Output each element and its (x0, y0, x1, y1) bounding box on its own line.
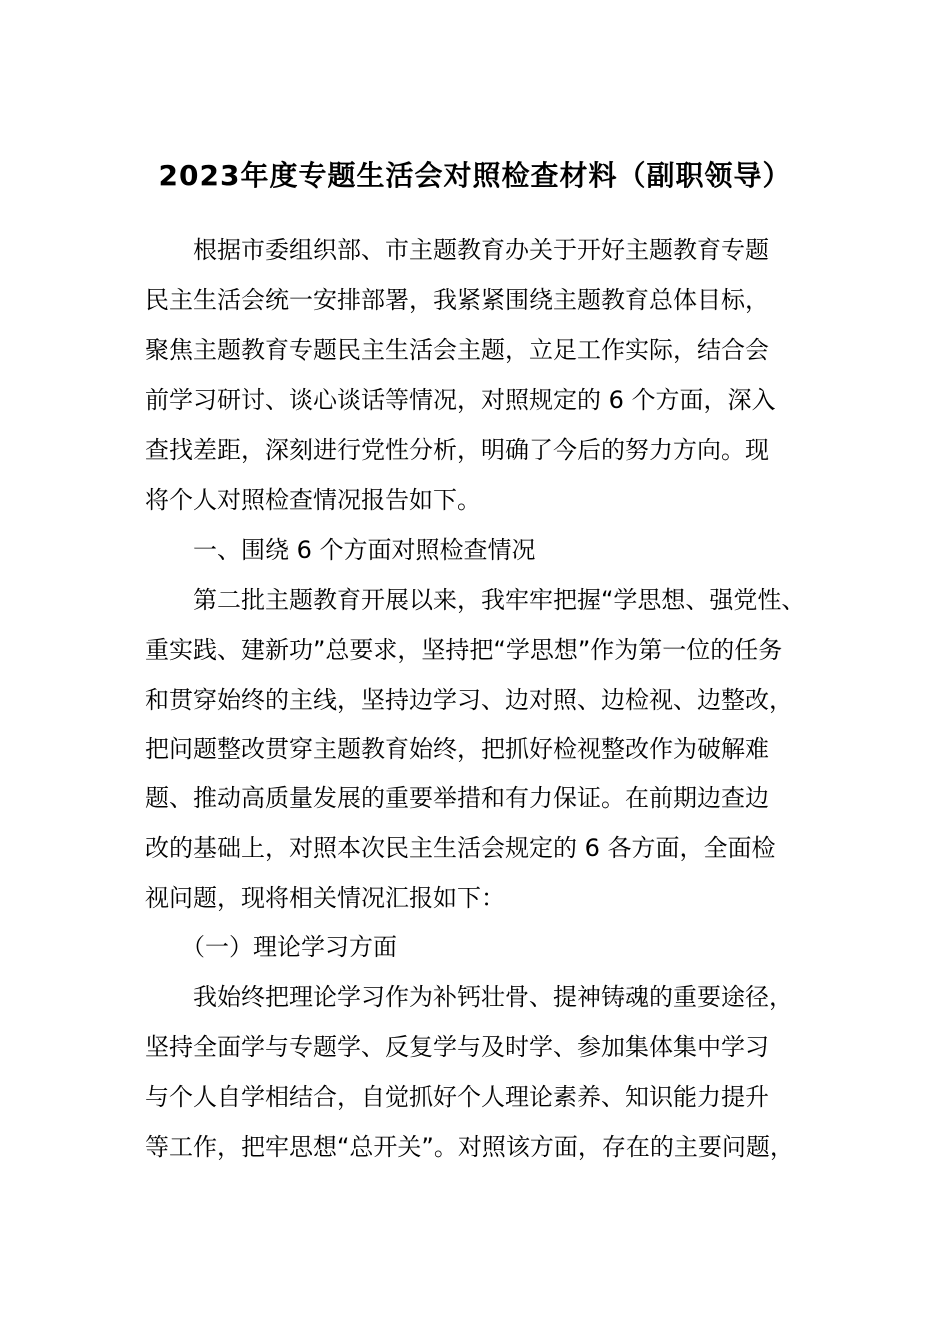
paragraph-line: 重实践、建新功”总要求，坚持把“学思想”作为第一位的任务 (145, 636, 783, 664)
paragraph-line: 根据市委组织部、市主题教育办关于开好主题教育专题 (145, 236, 769, 264)
paragraph-line: 第二批主题教育开展以来，我牢牢把握“学思想、强党性、 (145, 586, 806, 614)
section-heading: 一、围绕 6 个方面对照检查情况 (145, 536, 536, 564)
paragraph-line: 等工作，把牢思想“总开关”。对照该方面，存在的主要问题， (145, 1133, 794, 1161)
document-title: 2023年度专题生活会对照检查材料（副职领导） (158, 159, 792, 192)
paragraph-line: 视问题，现将相关情况汇报如下： (145, 884, 505, 912)
paragraph-line: 前学习研讨、谈心谈话等情况，对照规定的 6 个方面，深入 (145, 386, 776, 414)
paragraph-line: 与个人自学相结合，自觉抓好个人理论素养、知识能力提升 (145, 1083, 769, 1111)
paragraph-line: 查找差距，深刻进行党性分析，明确了今后的努力方向。现 (145, 436, 769, 464)
paragraph-line: 题、推动高质量发展的重要举措和有力保证。在前期边查边 (145, 784, 769, 812)
subsection-heading: （一）理论学习方面 (145, 933, 397, 961)
paragraph-line: 改的基础上，对照本次民主生活会规定的 6 各方面，全面检 (145, 834, 776, 862)
paragraph-line: 把问题整改贯穿主题教育始终，把抓好检视整改作为破解难 (145, 735, 769, 763)
paragraph-line: 聚焦主题教育专题民主生活会主题，立足工作实际，结合会 (145, 336, 769, 364)
paragraph-line: 坚持全面学与专题学、反复学与及时学、参加集体集中学习 (145, 1033, 769, 1061)
paragraph-line: 和贯穿始终的主线，坚持边学习、边对照、边检视、边整改， (145, 686, 793, 714)
paragraph-line: 将个人对照检查情况报告如下。 (145, 486, 481, 514)
paragraph-line: 民主生活会统一安排部署，我紧紧围绕主题教育总体目标， (145, 286, 769, 314)
paragraph-line: 我始终把理论学习作为补钙壮骨、提神铸魂的重要途径， (145, 983, 793, 1011)
